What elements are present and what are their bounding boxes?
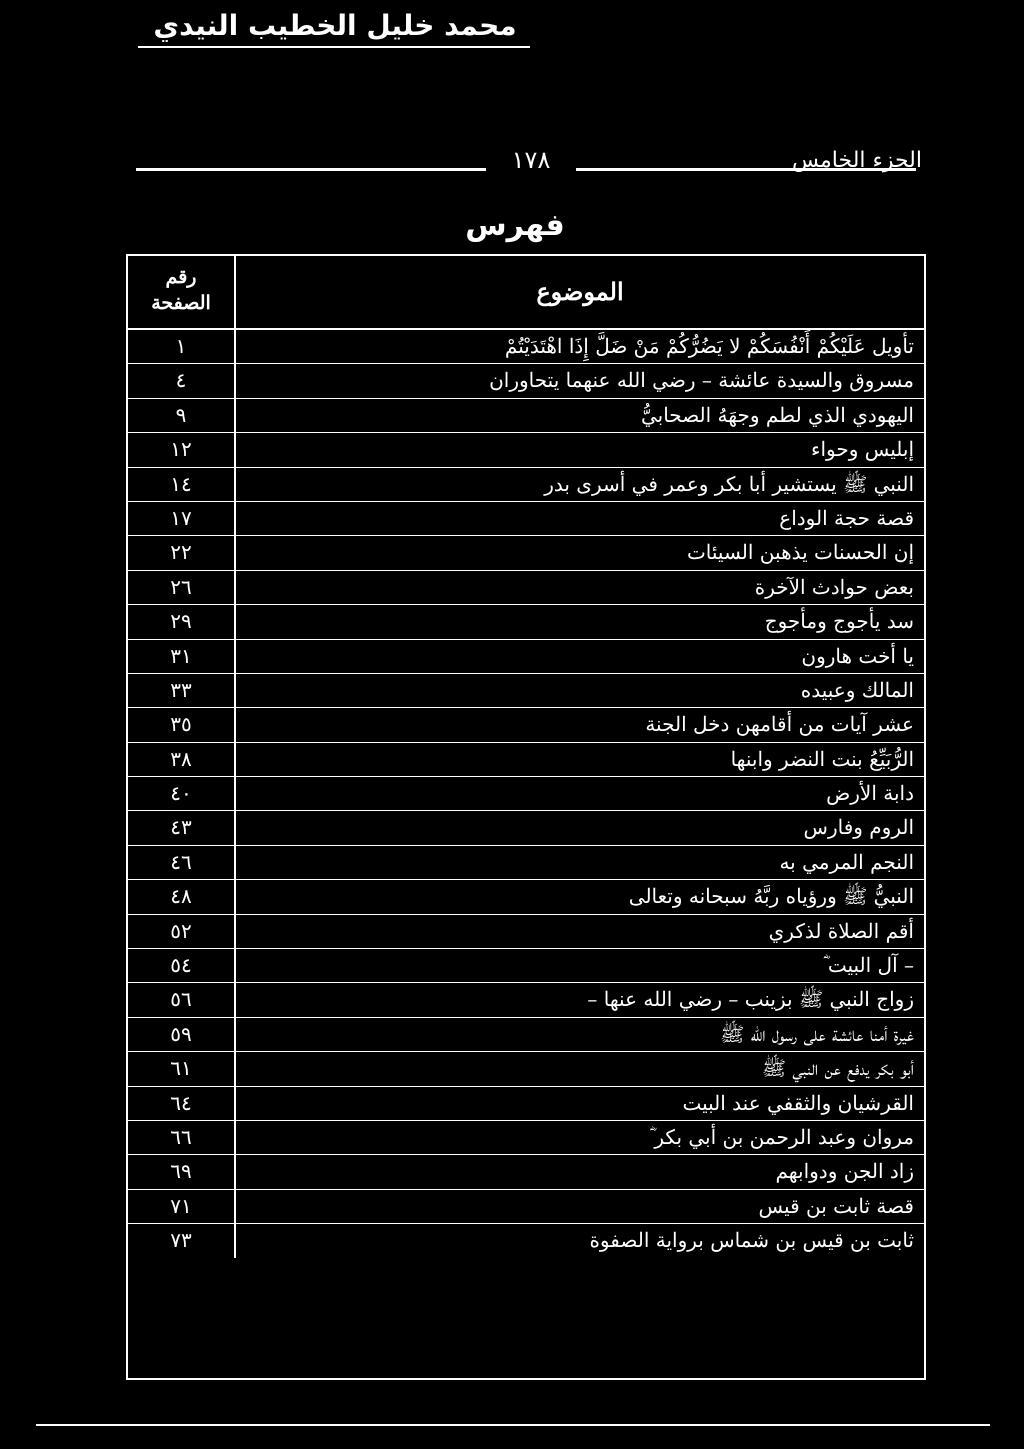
- page-cell: ٦١: [128, 1052, 236, 1085]
- page-cell: ٦٤: [128, 1087, 236, 1120]
- page-cell: ٥٤: [128, 949, 236, 982]
- table-row: [128, 364, 924, 398]
- topic-cell: زاد الجن ودوابهم: [775, 1159, 914, 1184]
- topic-column-header: الموضوع: [536, 277, 624, 306]
- topic-cell: أبو بكر يدفع عن النبي ﷺ: [761, 1056, 914, 1081]
- table-row: [128, 915, 924, 949]
- page-cell: ٤٦: [128, 846, 236, 879]
- topic-cell: غيرة أمنا عائشة على رسول الله ﷺ: [720, 1021, 914, 1046]
- page-cell: ٤٨: [128, 880, 236, 913]
- table-row: [128, 1087, 924, 1121]
- page-cell: ٥٦: [128, 983, 236, 1016]
- page-cell: ٤: [128, 364, 236, 397]
- index-title: فهرس: [465, 208, 565, 243]
- topic-cell: الرُّبَيِّعُ بنت النضر وابنها: [730, 746, 914, 771]
- page-cell: ٣٥: [128, 708, 236, 741]
- page-cell: ٢٦: [128, 571, 236, 604]
- topic-cell: يا أخت هارون: [801, 643, 914, 668]
- topic-cell: النبيُّ ﷺ ورؤياه ربَّهُ سبحانه وتعالى: [628, 884, 914, 909]
- topic-cell: إبليس وحواء: [811, 437, 914, 462]
- topic-cell: اليهودي الذي لطم وجهَهُ الصحابيُّ: [640, 402, 914, 427]
- table-row: [128, 640, 924, 674]
- page-cell: ٣١: [128, 640, 236, 673]
- topic-cell: بعض حوادث الآخرة: [754, 574, 914, 599]
- table-row: [128, 880, 924, 914]
- table-row: [128, 674, 924, 708]
- table-row: [128, 777, 924, 811]
- topic-cell: إن الحسنات يذهبن السيئات: [686, 540, 914, 565]
- page-cell: ٦٩: [128, 1155, 236, 1188]
- page-cell: ١٤: [128, 468, 236, 501]
- table-row: [128, 1155, 924, 1189]
- table-row: [128, 708, 924, 742]
- table-row: [128, 743, 924, 777]
- table-row: [128, 1121, 924, 1155]
- page-cell: ٥٩: [128, 1018, 236, 1051]
- topic-cell: تأويل عَلَيْكُمْ أَنْفُسَكُمْ لا يَضُرُّكُمْ مَنْ ضَلَّ إِذَا اهْتَدَيْتُمْ: [504, 334, 914, 358]
- footer-rule: [36, 1424, 990, 1426]
- page-cell: ٢٢: [128, 536, 236, 569]
- running-head: [136, 140, 922, 180]
- page-cell: ٥٢: [128, 915, 236, 948]
- table-row: [128, 1018, 924, 1052]
- contents-table-body: [128, 330, 924, 1258]
- topic-cell: مروان وعبد الرحمن بن أبي بكر ؓ: [649, 1124, 914, 1149]
- topic-cell: – آل البيت ؓ: [822, 953, 914, 978]
- table-row: [128, 949, 924, 983]
- topic-cell: قصة ثابت بن قيس: [758, 1193, 914, 1218]
- table-row: [128, 605, 924, 639]
- table-row: [128, 536, 924, 570]
- part-label: الجزء الخامس: [791, 148, 922, 173]
- table-row: [128, 433, 924, 467]
- author-underline: [138, 46, 530, 48]
- table-row: [128, 1190, 924, 1224]
- table-row: [128, 399, 924, 433]
- topic-cell: ثابت بن قيس بن شماس برواية الصفوة: [589, 1228, 914, 1253]
- page-cell: ٤٠: [128, 777, 236, 810]
- table-row: [128, 846, 924, 880]
- topic-cell: عشر آيات من أقامهن دخل الجنة: [645, 712, 914, 737]
- table-row: [128, 468, 924, 502]
- page-cell: ٤٣: [128, 811, 236, 844]
- page-cell: ٧١: [128, 1190, 236, 1223]
- page-cell: ٧٣: [128, 1224, 236, 1257]
- page-column-header: رقم الصفحة: [128, 256, 236, 328]
- page-cell: ١٧: [128, 502, 236, 535]
- table-row: [128, 1052, 924, 1086]
- table-row: [128, 571, 924, 605]
- page-number: ١٧٨: [511, 146, 551, 174]
- page-cell: ١٢: [128, 433, 236, 466]
- table-row: [128, 502, 924, 536]
- topic-cell: سد يأجوج ومأجوج: [764, 609, 914, 634]
- page-cell: ٢٩: [128, 605, 236, 638]
- running-head-rule-left: [136, 168, 486, 171]
- table-row: [128, 330, 924, 364]
- topic-cell: دابة الأرض: [826, 781, 914, 806]
- topic-cell: قصة حجة الوداع: [779, 505, 914, 530]
- page-cell: ٣٨: [128, 743, 236, 776]
- table-row: [128, 983, 924, 1017]
- topic-cell: النبي ﷺ يستشير أبا بكر وعمر في أسرى بدر: [544, 471, 914, 496]
- topic-cell: أقم الصلاة لذكري: [768, 918, 914, 943]
- table-row: [128, 1224, 924, 1257]
- page-cell: ٩: [128, 399, 236, 432]
- topic-cell: المالك وعبيده: [800, 677, 914, 702]
- contents-table-header: [128, 256, 924, 330]
- author-name: محمد خليل الخطيب النيدي: [153, 9, 517, 42]
- topic-cell: مسروق والسيدة عائشة – رضي الله عنهما يتحاوران: [489, 368, 914, 393]
- table-row: [128, 811, 924, 845]
- topic-cell: النجم المرمي به: [779, 849, 914, 874]
- topic-cell: القرشيان والثقفي عند البيت: [682, 1090, 914, 1115]
- topic-cell: الروم وفارس: [803, 815, 914, 840]
- contents-table: [126, 254, 926, 1380]
- page-cell: ٣٣: [128, 674, 236, 707]
- page-cell: ١: [128, 330, 236, 363]
- topic-cell: زواج النبي ﷺ بزينب – رضي الله عنها –: [587, 987, 914, 1012]
- page-cell: ٦٦: [128, 1121, 236, 1154]
